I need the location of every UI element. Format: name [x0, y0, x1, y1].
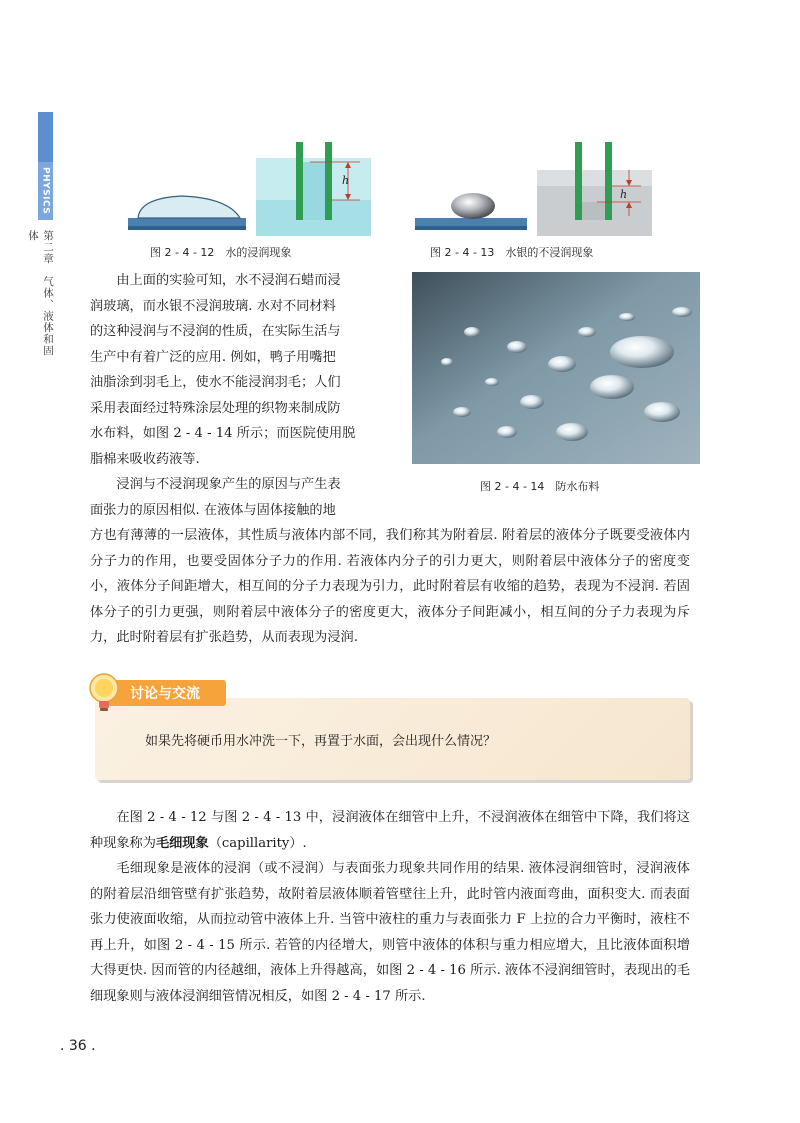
paragraph-4-body: 毛细现象是液体的浸润（或不浸润）与表面张力现象共同作用的结果. 液体浸润细管时，浸润液体的附着层沿细管壁有扩张趋势，故附着层液体顺着管壁往上升，此时管内液面弯曲，面积变大. 而表面张力使液面收缩，从而拉动管中液体上升. 当管中液柱的重力与表面张力 F 上拉的合力平衡时，液柱不再上升，如图 2 - 4 - 15 所示. 若管的内径增大，则管中液体的体积与重力相应增大，且比液体面积增大得更快. 因而管的内径越细，液体上升得越高，如图 2 - 4 - 16 所示. 液体不浸润细管时，表现出的毛细现象则与液体浸润细管情况相反，如图 2 - 4 - 17 所示.	[90, 861, 690, 1004]
text-line: 面张力的原因相似. 在液体与固体接触的地	[90, 502, 336, 518]
figure-mercury-non-wetting	[415, 140, 655, 238]
discussion-question: 如果先将硬币用水冲洗一下，再置于水面，会出现什么情况？	[145, 734, 497, 749]
text-line: 水布料，如图 2 - 4 - 14 所示；而医院使用脱	[90, 426, 356, 441]
water-drop	[497, 426, 517, 438]
text-line: 油脂涂到羽毛上，使水不能浸润羽毛；人们	[90, 375, 341, 390]
water-drop	[548, 356, 576, 372]
paragraph-1	[90, 268, 400, 472]
water-drop	[672, 307, 692, 317]
water-drop	[453, 407, 471, 417]
fig13-caption: 图 2 - 4 - 13 水银的不浸润现象	[430, 246, 594, 259]
text-line: 浸润与不浸润现象产生的原因与产生表	[116, 477, 341, 492]
waterproof-fabric-photo	[412, 272, 700, 464]
fig12-height-label: h	[342, 174, 350, 187]
water-drop	[619, 313, 635, 321]
water-drop	[464, 327, 480, 337]
water-droplet	[138, 196, 240, 218]
water-drop	[610, 336, 674, 368]
side-subject-label: PHYSICS	[40, 167, 51, 215]
glass-plate	[128, 218, 246, 226]
side-subject-tab	[38, 162, 53, 220]
paragraph-2	[90, 472, 690, 651]
text-line: 生产中有着广泛的应用. 例如，鸭子用嘴把	[90, 349, 336, 365]
paragraph-3-tail: （capillarity）.	[208, 835, 307, 851]
fig13-height-label: h	[620, 188, 628, 201]
text-line: 由上面的实验可知，水不浸润石蜡而浸	[116, 273, 341, 288]
paragraph-4	[90, 856, 690, 1009]
water-drop	[520, 395, 544, 409]
capillary-tube-left	[575, 142, 582, 220]
discussion-title: 讨论与交流	[130, 686, 200, 702]
text-line: 采用表面经过特殊涂层处理的织物来制成防	[90, 400, 341, 416]
term-capillarity: 毛细现象	[155, 835, 209, 851]
fig14-caption: 图 2 - 4 - 14 防水布料	[480, 480, 600, 493]
water-drop	[590, 375, 634, 399]
side-tab-bar	[38, 112, 53, 162]
fig12-caption: 图 2 - 4 - 12 水的浸润现象	[150, 246, 292, 259]
water-drop	[644, 402, 680, 422]
page-number: . 36 .	[60, 1038, 96, 1054]
water-drop	[485, 378, 499, 386]
text-line: 润玻璃，而水银不浸润玻璃. 水对不同材料	[90, 298, 336, 314]
mercury-droplet	[451, 193, 495, 219]
paragraph-3	[90, 805, 690, 856]
text-line: 的这种浸润与不浸润的性质，在实际生活与	[90, 324, 341, 339]
side-chapter-label: 第二章 气体、液体和固体	[27, 230, 54, 357]
lightbulb-icon	[88, 672, 120, 712]
water-drop	[578, 327, 596, 337]
paragraph-3-text: 在图 2 - 4 - 12 与图 2 - 4 - 13 中，浸润液体在细管中上升，不浸润液体在细管中下降，我们将这种现象称为	[90, 810, 690, 851]
water-drop	[556, 423, 588, 441]
text-line: 脂棉来吸收药液等.	[90, 451, 200, 467]
water-drop	[441, 358, 453, 366]
capillary-tube-right	[605, 142, 612, 220]
paragraph-2-body: 方也有薄薄的一层液体，其性质与液体内部不同，我们称其为附着层. 附着层的液体分子既要受液体内分子力的作用，也要受固体分子力的作用. 若液体内分子的引力更大，则附着层中液体分子的密度变小，液体分子间距增大，相互间的分子力表现为引力，此时附着层有收缩的趋势，表现为不浸润. 若固体分子的引力更强，则附着层中液体分子的密度更大，液体分子间距减小，相互间的分子力表现为斥力，此时附着层有扩张趋势，从而表现为浸润.	[90, 528, 690, 645]
water-drop	[507, 341, 527, 353]
figure-water-wetting	[128, 140, 373, 238]
capillary-tube-left	[296, 142, 303, 220]
glass-plate	[415, 218, 527, 226]
capillary-tube-right	[325, 142, 332, 220]
